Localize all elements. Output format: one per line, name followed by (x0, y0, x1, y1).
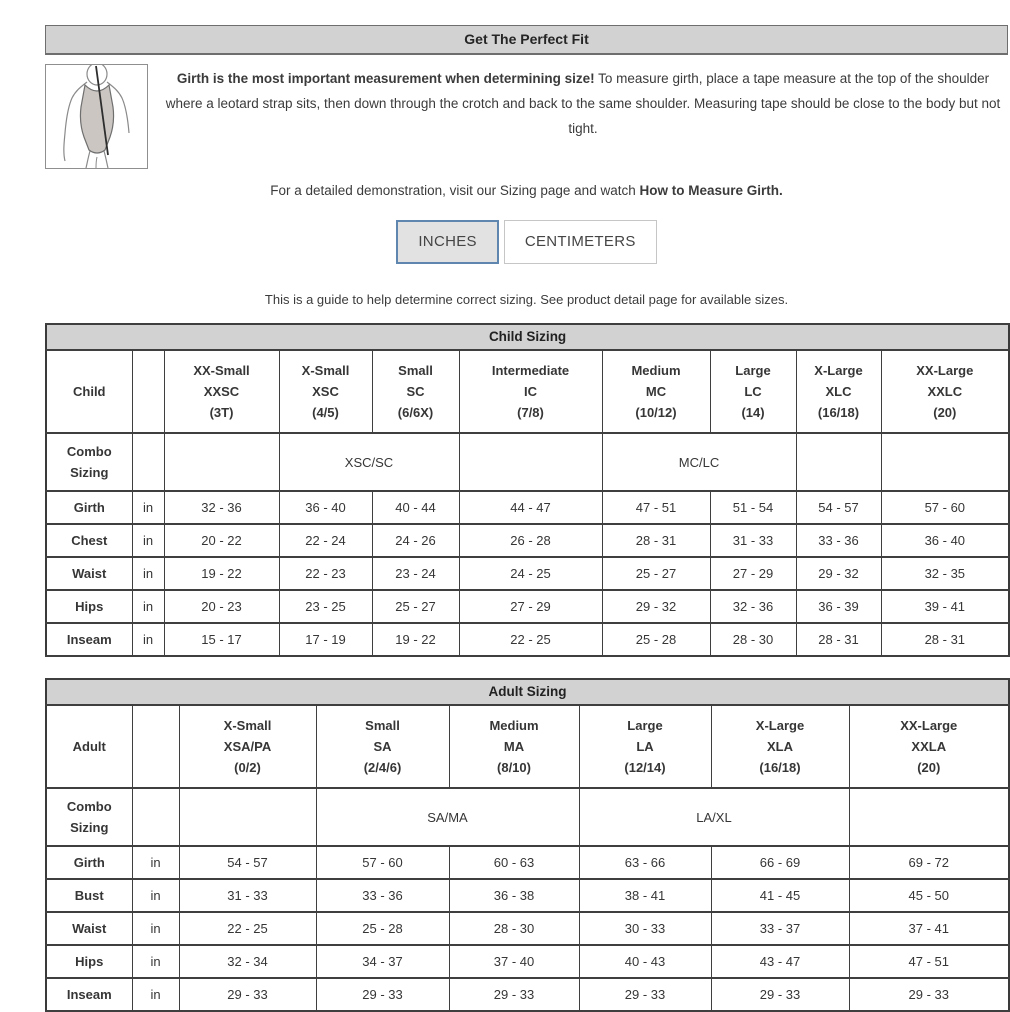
combo-label-line: Sizing (70, 465, 109, 480)
size-header-line: XXLA (911, 739, 947, 754)
girth-measurement-illustration (45, 64, 148, 169)
size-header-line: (7/8) (517, 405, 544, 420)
size-header-line: (16/18) (817, 405, 860, 420)
measurement-label: Girth (46, 846, 132, 879)
size-header-line: X-Large (814, 363, 863, 378)
measurement-value: 23 - 25 (279, 590, 372, 623)
measurement-value: 36 - 39 (796, 590, 881, 623)
measurement-value: 34 - 37 (316, 945, 449, 978)
combo-span-cell (849, 788, 1009, 846)
unit-cell: in (132, 524, 164, 557)
measurement-value: 43 - 47 (711, 945, 849, 978)
combo-label-line: Sizing (70, 820, 109, 835)
measurement-value: 57 - 60 (881, 491, 1009, 524)
measurement-value: 47 - 51 (602, 491, 710, 524)
measurement-value: 20 - 22 (164, 524, 279, 557)
measurement-value: 32 - 35 (881, 557, 1009, 590)
unit-cell: in (132, 945, 179, 978)
measurement-value: 57 - 60 (316, 846, 449, 879)
measurement-value: 37 - 40 (449, 945, 579, 978)
combo-span-cell (796, 433, 881, 491)
measurement-value: 28 - 30 (449, 912, 579, 945)
combo-sizing-label (46, 433, 132, 491)
combo-sizing-label (46, 788, 132, 846)
measurement-value: 22 - 25 (459, 623, 602, 656)
size-header-row (46, 705, 1009, 788)
size-header-line: XLC (825, 384, 852, 399)
size-column-header (372, 350, 459, 433)
size-column-header (796, 350, 881, 433)
measurement-value: 22 - 23 (279, 557, 372, 590)
measurement-value: 28 - 31 (796, 623, 881, 656)
measurement-value: 44 - 47 (459, 491, 602, 524)
measurement-label: Inseam (46, 978, 132, 1011)
size-header-line: (2/4/6) (363, 760, 402, 775)
measurement-value: 19 - 22 (164, 557, 279, 590)
unit-spacer-cell (132, 433, 164, 491)
unit-cell: in (132, 557, 164, 590)
girth-intro-rest: To measure girth, place a tape measure at the top of the shoulder where a leotard strap sits, then down through the crotch and back to the same shoulder. Measuring tape should be close to the body but not tight. (165, 71, 1001, 136)
unit-cell: in (132, 846, 179, 879)
measurement-value: 27 - 29 (459, 590, 602, 623)
size-header-line: MC (645, 384, 667, 399)
size-column-header (579, 705, 711, 788)
measurement-label: Hips (46, 945, 132, 978)
size-header-line: SA (373, 739, 392, 754)
measurement-value: 27 - 29 (710, 557, 796, 590)
measurement-label: Waist (46, 912, 132, 945)
measurement-label: Inseam (46, 623, 132, 656)
combo-label-line: Combo (66, 799, 112, 814)
size-column-header (316, 705, 449, 788)
size-column-header (881, 350, 1009, 433)
size-header-line: XX-Large (900, 718, 958, 733)
combo-sizing-row (46, 433, 1009, 491)
size-header-line: (6/6X) (397, 405, 434, 420)
measurement-value: 41 - 45 (711, 879, 849, 912)
combo-span-cell: LA/XL (579, 788, 849, 846)
demo-prefix: For a detailed demonstration, visit our (270, 183, 500, 198)
girth-intro-text (148, 64, 1008, 141)
measurement-value: 69 - 72 (849, 846, 1009, 879)
size-header-line: (4/5) (312, 405, 339, 420)
size-header-line: SC (406, 384, 425, 399)
measurement-value: 36 - 40 (279, 491, 372, 524)
measurement-value: 28 - 31 (881, 623, 1009, 656)
size-header-line: Medium (631, 363, 681, 378)
measurement-value: 29 - 33 (179, 978, 316, 1011)
measurement-value: 40 - 44 (372, 491, 459, 524)
adult-table (45, 678, 1010, 1012)
size-header-line: XSC (312, 384, 339, 399)
size-header-line: (0/2) (234, 760, 261, 775)
size-column-header (279, 350, 372, 433)
measurement-value: 25 - 28 (316, 912, 449, 945)
size-column-header (164, 350, 279, 433)
size-header-line: (12/14) (624, 760, 666, 775)
measurement-row (46, 879, 1009, 912)
size-header-line: (14) (741, 405, 765, 420)
size-header-line: (8/10) (497, 760, 531, 775)
measurement-value: 31 - 33 (710, 524, 796, 557)
measurement-row (46, 557, 1009, 590)
size-header-line: XX-Small (193, 363, 250, 378)
size-header-line: (10/12) (635, 405, 677, 420)
size-header-line: XLA (767, 739, 793, 754)
measurement-value: 32 - 36 (710, 590, 796, 623)
measurement-value: 33 - 36 (316, 879, 449, 912)
measurement-label: Chest (46, 524, 132, 557)
measurement-value: 60 - 63 (449, 846, 579, 879)
size-header-line: XX-Large (916, 363, 974, 378)
measurement-value: 29 - 33 (711, 978, 849, 1011)
size-header-line: XXLC (927, 384, 963, 399)
group-label: Child (46, 350, 132, 433)
measurement-row (46, 846, 1009, 879)
measurement-value: 29 - 33 (449, 978, 579, 1011)
size-header-line: (3T) (209, 405, 234, 420)
unit-spacer-cell (132, 705, 179, 788)
content-column (45, 25, 1008, 1012)
measurement-value: 63 - 66 (579, 846, 711, 879)
measurement-value: 25 - 27 (372, 590, 459, 623)
measurement-value: 39 - 41 (881, 590, 1009, 623)
size-header-line: (20) (933, 405, 957, 420)
size-header-line: Large (627, 718, 663, 733)
size-header-line: Large (735, 363, 771, 378)
child-table-container (45, 323, 1008, 657)
measurement-value: 25 - 27 (602, 557, 710, 590)
measurement-row (46, 945, 1009, 978)
unit-cell: in (132, 491, 164, 524)
measurement-row (46, 912, 1009, 945)
size-column-header (849, 705, 1009, 788)
size-column-header (459, 350, 602, 433)
measurement-value: 45 - 50 (849, 879, 1009, 912)
combo-span-cell: MC/LC (602, 433, 796, 491)
combo-span-cell (459, 433, 602, 491)
table-title-row (46, 679, 1009, 705)
adult-table-container (45, 678, 1008, 1012)
centimeters-button[interactable]: CENTIMETERS (504, 220, 657, 264)
measurement-value: 47 - 51 (849, 945, 1009, 978)
table-title: Adult Sizing (46, 679, 1009, 705)
measurement-value: 29 - 33 (849, 978, 1009, 1011)
measurement-label: Bust (46, 879, 132, 912)
measurement-value: 25 - 28 (602, 623, 710, 656)
size-header-line: LA (636, 739, 654, 754)
measurement-value: 24 - 26 (372, 524, 459, 557)
size-header-line: X-Large (755, 718, 805, 733)
unit-toggle (45, 220, 1008, 264)
page-title: Get The Perfect Fit (45, 25, 1008, 55)
measurement-value: 22 - 24 (279, 524, 372, 557)
table-title: Child Sizing (46, 324, 1009, 350)
measurement-value: 37 - 41 (849, 912, 1009, 945)
size-column-header (710, 350, 796, 433)
measurement-row (46, 524, 1009, 557)
size-header-line: Small (365, 718, 400, 733)
inches-button[interactable]: INCHES (396, 220, 498, 264)
measurement-value: 17 - 19 (279, 623, 372, 656)
table-title-row (46, 324, 1009, 350)
size-header-line: XXSC (203, 384, 240, 399)
unit-cell: in (132, 912, 179, 945)
demo-line (45, 183, 1008, 198)
measurement-row (46, 623, 1009, 656)
size-header-line: (16/18) (759, 760, 801, 775)
measurement-value: 36 - 40 (881, 524, 1009, 557)
size-column-header (711, 705, 849, 788)
measurement-value: 29 - 32 (796, 557, 881, 590)
measurement-row (46, 491, 1009, 524)
child-table (45, 323, 1010, 657)
size-column-header (179, 705, 316, 788)
combo-span-cell (881, 433, 1009, 491)
size-column-header (449, 705, 579, 788)
measurement-row (46, 978, 1009, 1011)
size-header-line: Medium (489, 718, 539, 733)
measurement-value: 28 - 31 (602, 524, 710, 557)
size-header-line: IC (524, 384, 537, 399)
measurement-value: 66 - 69 (711, 846, 849, 879)
measurement-value: 28 - 30 (710, 623, 796, 656)
sizing-note: This is a guide to help determine correct sizing. See product detail page for available sizes. (264, 292, 789, 307)
measurement-value: 32 - 36 (164, 491, 279, 524)
measurement-label: Waist (46, 557, 132, 590)
size-header-line: X-Small (223, 718, 272, 733)
size-header-line: Intermediate (491, 363, 570, 378)
size-header-line: MA (503, 739, 525, 754)
measurement-value: 29 - 33 (316, 978, 449, 1011)
size-header-line: XSA/PA (223, 739, 272, 754)
measurement-value: 36 - 38 (449, 879, 579, 912)
girth-intro-bold: Girth is the most important measurement when determining size! (176, 71, 595, 86)
unit-spacer-cell (132, 350, 164, 433)
combo-span-cell (164, 433, 279, 491)
measurement-value: 24 - 25 (459, 557, 602, 590)
size-header-line: Small (398, 363, 433, 378)
leotard-figure-icon (46, 65, 147, 168)
measurement-value: 23 - 24 (372, 557, 459, 590)
measurement-value: 32 - 34 (179, 945, 316, 978)
measurement-label: Hips (46, 590, 132, 623)
size-column-header (602, 350, 710, 433)
measurement-value: 38 - 41 (579, 879, 711, 912)
demo-mid: page and watch (536, 183, 640, 198)
measurement-value: 51 - 54 (710, 491, 796, 524)
measurement-value: 30 - 33 (579, 912, 711, 945)
measurement-value: 33 - 36 (796, 524, 881, 557)
measurement-value: 29 - 32 (602, 590, 710, 623)
measurement-value: 19 - 22 (372, 623, 459, 656)
unit-spacer-cell (132, 788, 179, 846)
measurement-value: 33 - 37 (711, 912, 849, 945)
girth-intro-section (45, 64, 1008, 169)
unit-cell: in (132, 590, 164, 623)
measurement-value: 26 - 28 (459, 524, 602, 557)
combo-span-cell: SA/MA (316, 788, 579, 846)
combo-label-line: Combo (66, 444, 112, 459)
combo-span-cell: XSC/SC (279, 433, 459, 491)
measurement-label: Girth (46, 491, 132, 524)
combo-sizing-row (46, 788, 1009, 846)
size-header-line: (20) (917, 760, 941, 775)
measurement-value: 29 - 33 (579, 978, 711, 1011)
measurement-value: 40 - 43 (579, 945, 711, 978)
unit-cell: in (132, 623, 164, 656)
measurement-value: 54 - 57 (796, 491, 881, 524)
measurement-value: 15 - 17 (164, 623, 279, 656)
unit-cell: in (132, 978, 179, 1011)
combo-span-cell (179, 788, 316, 846)
measurement-row (46, 590, 1009, 623)
sizing-page-text: Sizing (499, 183, 537, 198)
group-label: Adult (46, 705, 132, 788)
measurement-value: 20 - 23 (164, 590, 279, 623)
how-to-measure-girth-text: How to Measure Girth. (639, 183, 783, 198)
size-header-line: X-Small (301, 363, 350, 378)
unit-cell: in (132, 879, 179, 912)
size-header-line: LC (744, 384, 762, 399)
size-header-row (46, 350, 1009, 433)
measurement-value: 31 - 33 (179, 879, 316, 912)
measurement-value: 22 - 25 (179, 912, 316, 945)
measurement-value: 54 - 57 (179, 846, 316, 879)
